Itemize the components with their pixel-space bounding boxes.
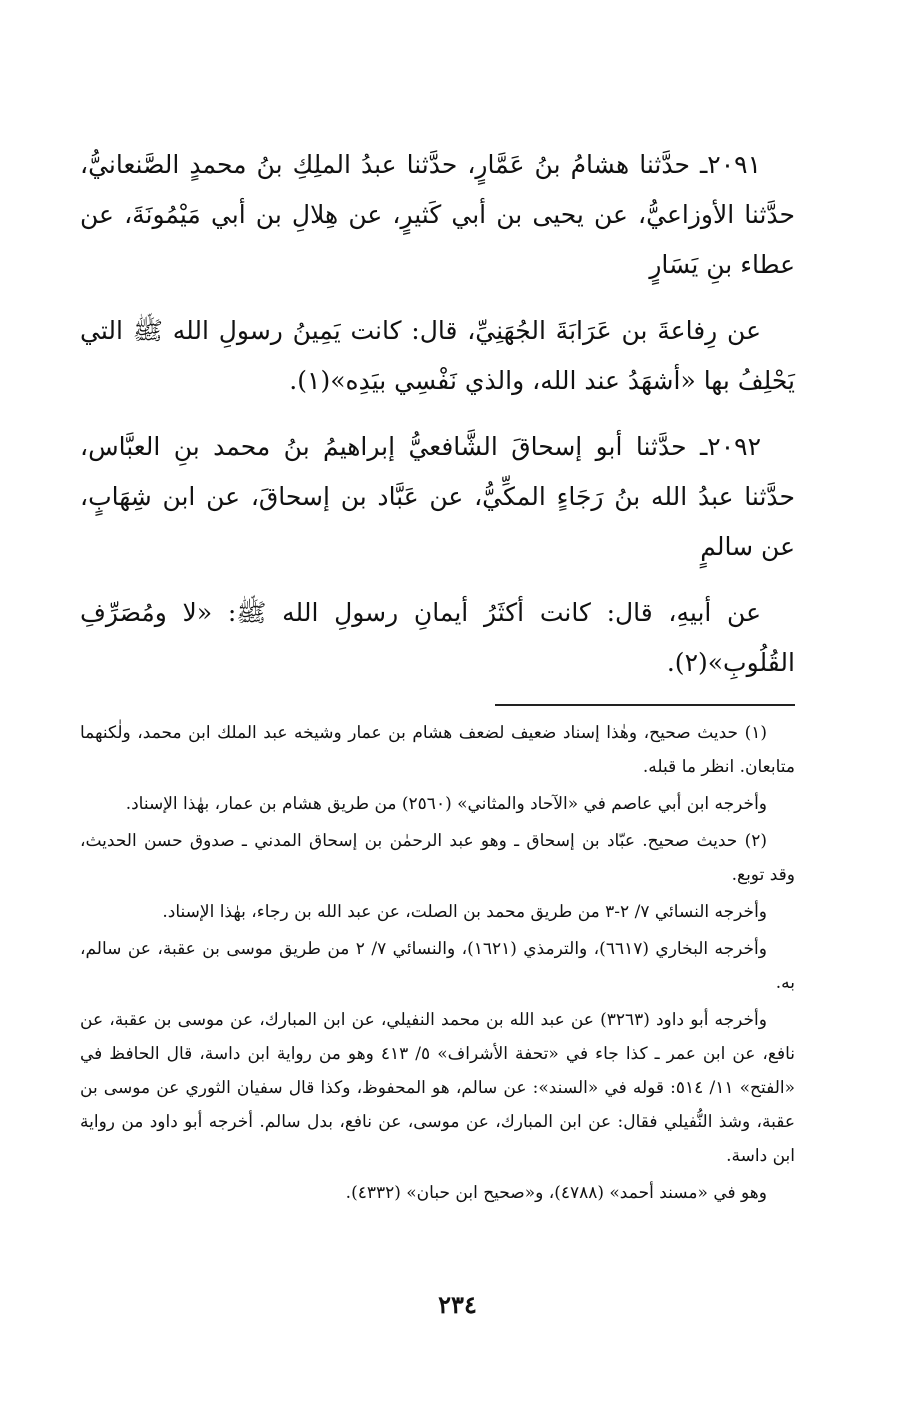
footnotes	[80, 716, 795, 1210]
hadith-2092-matn: عن أبيهِ، قال: كانت أكثَرُ أيمانِ رسولِ الله ﷺ: «لا ومُصَرِّفِ القُلُوبِ»(٢).	[80, 598, 795, 677]
footnote-separator	[495, 704, 795, 706]
hadith-2092-isnad: ٢٠٩٢ـ حدَّثنا أبو إسحاقَ الشَّافعيُّ إبراهيمُ بنُ محمد بنِ العبَّاس، حدَّثنا عبدُ الله بنُ رَجَاءٍ المكِّيُّ، عن عَبَّاد بن إسحاقَ، عن ابن شِهَابٍ، عن سالمٍ	[80, 432, 795, 561]
main-text	[80, 140, 795, 688]
page-number: ٢٣٤	[438, 1290, 477, 1319]
hadith-2091-matn: عن رِفاعةَ بن عَرَابَةَ الجُهَنِيِّ، قال: كانت يَمِينُ رسولِ الله ﷺ التي يَحْلِفُ بها «أشهَدُ عند الله، والذي نَفْسِي بيَدِه»(١).	[80, 316, 795, 395]
hadith-2091-isnad: ٢٠٩١ـ حدَّثنا هشامُ بنُ عَمَّارٍ، حدَّثنا عبدُ الملِكِ بنُ محمدٍ الصَّنعانيُّ، حدَّثنا الأوزاعيُّ، عن يحيى بن أبي كَثيرٍ، عن هِلالِ بن أبي مَيْمُونَةَ، عن عطاء بنِ يَسَارٍ	[80, 150, 795, 279]
footnote-2-continuation: وأخرجه النسائي ٧/ ٢-٣ من طريق محمد بن الصلت، عن عبد الله بن رجاء، بهٰذا الإسناد.	[162, 902, 767, 922]
footnote-2: (٢) حديث صحيح. عبّاد بن إسحاق ـ وهو عبد الرحمٰن بن إسحاق المدني ـ صدوق حسن الحديث، وقد توبع.	[80, 831, 795, 885]
page	[80, 140, 795, 1213]
footnote-1-continuation: وأخرجه ابن أبي عاصم في «الآحاد والمثاني» (٢٥٦٠) من طريق هشام بن عمار، بهٰذا الإسناد.	[125, 794, 767, 814]
footnote-2-continuation: وأخرجه البخاري (٦٦١٧)، والترمذي (١٦٢١)، والنسائي ٧/ ٢ من طريق موسى بن عقبة، عن سالم، به.	[80, 939, 795, 993]
footnote-2-continuation: وهو في «مسند أحمد» (٤٧٨٨)، و«صحيح ابن حبان» (٤٣٣٢).	[345, 1183, 767, 1203]
footnote-2-continuation: وأخرجه أبو داود (٣٢٦٣) عن عبد الله بن محمد النفيلي، عن ابن المبارك، عن موسى بن عقبة، عن نافع، عن ابن عمر ـ كذا جاء في «تحفة الأشراف» ٥/ ٤١٣ وهو من رواية ابن داسة، قال الحافظ في «الفتح» ١١/ ٥١٤: قوله في «السند»: عن سالم، هو المحفوظ، وكذا قال سفيان الثوري عن موسى بن عقبة، وشذ النُّفيلي فقال: عن ابن المبارك، عن موسى، عن نافع، بدل سالم. أخرجه أبو داود من رواية ابن داسة.	[80, 1010, 796, 1166]
footnote-1: (١) حديث صحيح، وهٰذا إسناد ضعيف لضعف هشام بن عمار وشيخه عبد الملك ابن محمد، ولٰكنهما متابعان. انظر ما قبله.	[80, 723, 795, 777]
